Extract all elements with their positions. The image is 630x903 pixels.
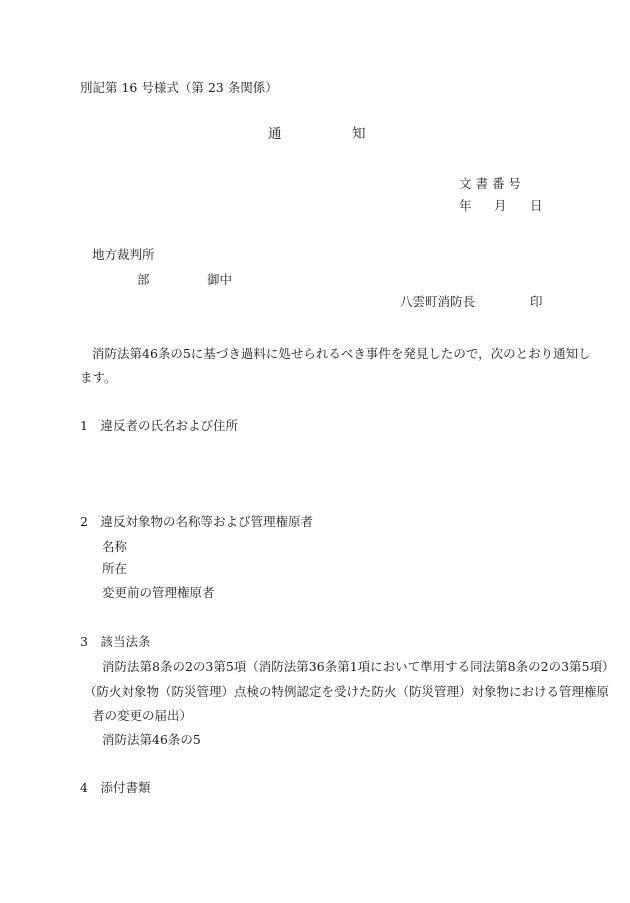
date-year-label: 年 — [459, 198, 472, 213]
section-3-line-3: 者の変更の届出） — [92, 708, 193, 723]
title-char-right: 知 — [352, 126, 366, 142]
section-2-item-name: 名称 — [102, 539, 128, 554]
title-char-left: 通 — [268, 126, 282, 142]
addressee-honorific: 御中 — [207, 272, 233, 287]
document-number-label: 文 書 番 号 — [459, 176, 521, 191]
section-3-line-2: （防火対象物（防災管理）点検の特例認定を受けた防火（防災管理）対象物における管理権原 — [84, 684, 610, 699]
form-label: 別記第 16 号様式（第 23 条関係） — [80, 80, 278, 95]
section-2-heading: 2 違反対象物の名称等および管理権原者 — [80, 514, 313, 529]
section-4-heading: 4 添付書類 — [80, 780, 151, 795]
section-3-line-4: 消防法第46条の5 — [102, 732, 201, 747]
section-2-item-prev-manager: 変更前の管理権原者 — [102, 585, 215, 600]
section-3-line-1: 消防法第8条の2の3第5項（消防法第36条第1項において準用する同法第8条の2の3第5項） — [102, 659, 615, 674]
section-2-item-location: 所在 — [102, 561, 128, 576]
body-text-line-2: ます。 — [80, 370, 117, 385]
sender-seal: 印 — [530, 294, 543, 309]
sender-name: 八雲町消防長 — [400, 294, 476, 309]
addressee-court: 地方裁判所 — [92, 247, 155, 262]
body-text-line-1: 消防法第46条の5に基づき過料に処せられるべき事件を発見したので，次のとおり通知し — [92, 346, 591, 361]
section-1-heading: 1 違反者の氏名および住所 — [80, 418, 238, 433]
addressee-department: 部 — [137, 272, 150, 287]
section-3-heading: 3 該当法条 — [80, 634, 151, 649]
date-day-label: 日 — [530, 198, 543, 213]
date-month-label: 月 — [494, 198, 507, 213]
